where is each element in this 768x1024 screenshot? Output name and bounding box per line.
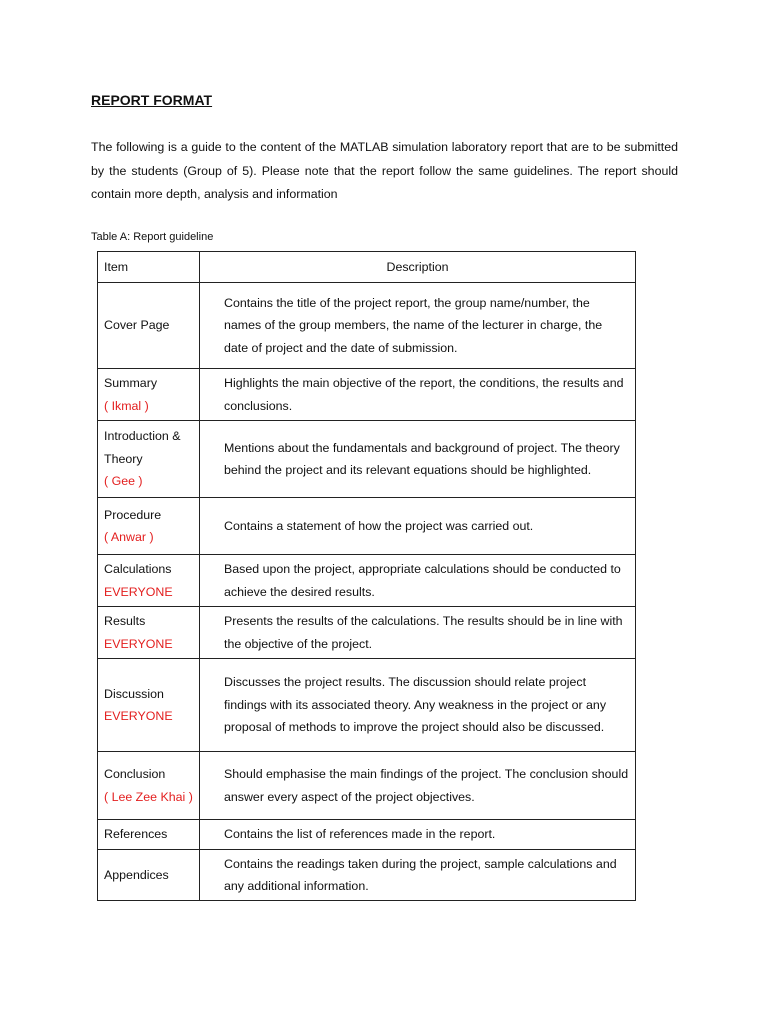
item-cell — [98, 555, 200, 607]
item-name: Summary — [104, 376, 158, 390]
table-row — [98, 659, 636, 752]
table-caption: Table A: Report guideline — [91, 231, 214, 243]
assignee-label: EVERYONE — [104, 709, 173, 723]
item-name: References — [104, 827, 168, 842]
item-cell — [98, 283, 200, 369]
intro-paragraph: The following is a guide to the content of the MATLAB simulation laboratory report that are to be submitted by the students (Group of 5). Please note that the report follow the same guidelines. The report should contain more depth, analysis and information — [91, 140, 678, 201]
item-name: Appendices — [104, 867, 169, 882]
item-cell — [98, 752, 200, 820]
description-cell: Contains the title of the project report, the group name/number, the names of the group members, the name of the lecturer in charge, the date of project and the date of submission. — [200, 283, 636, 369]
assignee-label: ( Gee ) — [104, 474, 143, 489]
description-cell: Mentions about the fundamentals and background of project. The theory behind the project and its relevant equations should be highlighted. — [200, 421, 636, 498]
item-cell — [98, 659, 200, 752]
report-guideline-table — [97, 251, 636, 901]
assignee-label: EVERYONE — [104, 636, 173, 651]
description-cell: Should emphasise the main findings of the project. The conclusion should answer every aspect of the project objectives. — [200, 752, 636, 820]
description-cell: Based upon the project, appropriate calculations should be conducted to achieve the desired results. — [200, 555, 636, 607]
item-cell — [98, 498, 200, 555]
table-row — [98, 421, 636, 498]
item-name: Calculations — [104, 562, 172, 576]
item-name: Discussion — [104, 686, 164, 701]
item-cell — [98, 820, 200, 850]
table-row — [98, 555, 636, 607]
item-cell — [98, 850, 200, 901]
page-title: REPORT FORMAT — [91, 92, 213, 108]
item-cell — [98, 421, 200, 498]
item-cell — [98, 369, 200, 421]
description-cell: Highlights the main objective of the report, the conditions, the results and conclusions. — [200, 369, 636, 421]
table-row — [98, 752, 636, 820]
description-cell: Presents the results of the calculations. The results should be in line with the objective of the project. — [200, 607, 636, 659]
table-row — [98, 607, 636, 659]
description-cell: Discusses the project results. The discussion should relate project findings with its associated theory. Any weakness in the project or any proposal of methods to improve the project should also be discussed. — [200, 659, 636, 752]
table-header-row — [98, 252, 636, 283]
item-name: Procedure — [104, 507, 162, 522]
assignee-label: ( Lee Zee Khai ) — [104, 789, 193, 804]
assignee-label: EVERYONE — [104, 584, 173, 599]
header-description: Description — [200, 252, 636, 283]
table-row — [98, 850, 636, 901]
assignee-label: ( Anwar ) — [104, 530, 154, 544]
table-row — [98, 283, 636, 369]
description-cell: Contains a statement of how the project was carried out. — [200, 498, 636, 555]
item-name: Conclusion — [104, 767, 166, 781]
item-name: Introduction & Theory — [104, 429, 181, 466]
table-row — [98, 369, 636, 421]
description-cell: Contains the readings taken during the project, sample calculations and any additional information. — [200, 850, 636, 901]
assignee-label: ( Ikmal ) — [104, 398, 149, 413]
header-item: Item — [98, 252, 200, 283]
table-row — [98, 820, 636, 850]
table-row — [98, 498, 636, 555]
item-cell — [98, 607, 200, 659]
item-name: Cover Page — [104, 318, 170, 333]
item-name: Results — [104, 614, 146, 628]
description-cell: Contains the list of references made in the report. — [200, 820, 636, 850]
